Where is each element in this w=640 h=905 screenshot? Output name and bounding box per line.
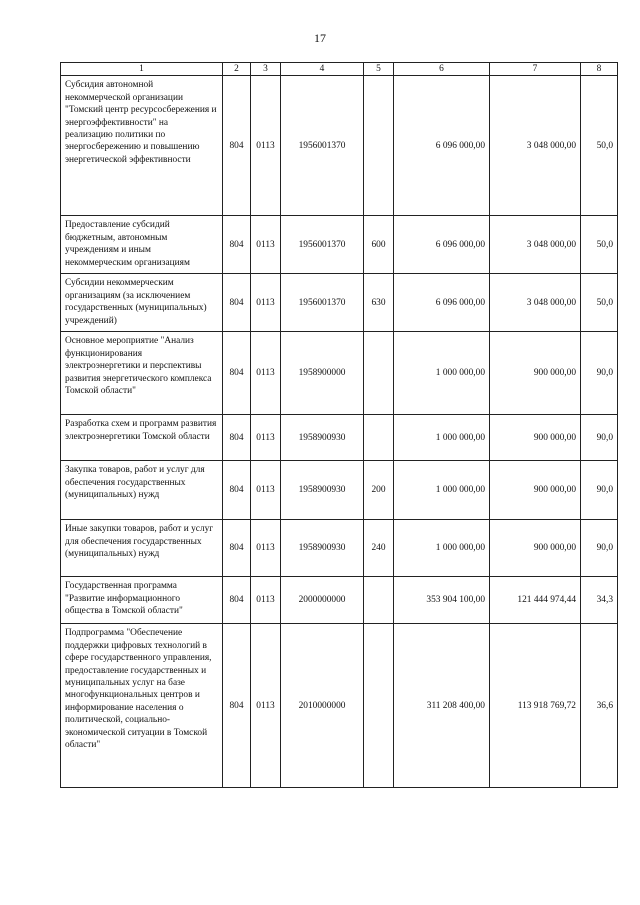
row-fact: 900 000,00: [490, 520, 581, 577]
row-csr: 1958900000: [281, 332, 364, 415]
row-plan: 6 096 000,00: [394, 274, 490, 332]
row-pct: 90,0: [581, 461, 618, 520]
row-name: Закупка товаров, работ и услуг для обеспечения государственных (муниципальных) нужд: [61, 461, 223, 520]
row-name: Иные закупки товаров, работ и услуг для обеспечения государственных (муниципальных) нужд: [61, 520, 223, 577]
row-csr: 1956001370: [281, 216, 364, 274]
row-section: 0113: [251, 520, 281, 577]
row-fact: 900 000,00: [490, 461, 581, 520]
row-fact: 113 918 769,72: [490, 624, 581, 788]
column-header: 1: [61, 63, 223, 76]
row-csr: 1958900930: [281, 415, 364, 461]
row-csr: 1958900930: [281, 461, 364, 520]
row-vr: 240: [364, 520, 394, 577]
row-fact: 900 000,00: [490, 332, 581, 415]
row-section: 0113: [251, 577, 281, 624]
row-csr: 1956001370: [281, 274, 364, 332]
row-pct: 90,0: [581, 520, 618, 577]
row-section: 0113: [251, 76, 281, 216]
row-fact: 900 000,00: [490, 415, 581, 461]
row-pct: 50,0: [581, 274, 618, 332]
row-section: 0113: [251, 461, 281, 520]
row-plan: 1 000 000,00: [394, 415, 490, 461]
column-header: 5: [364, 63, 394, 76]
row-pct: 34,3: [581, 577, 618, 624]
row-plan: 6 096 000,00: [394, 216, 490, 274]
table-row: [61, 216, 618, 274]
row-vr: 200: [364, 461, 394, 520]
table-row: [61, 332, 618, 415]
row-plan: 1 000 000,00: [394, 461, 490, 520]
row-vr: [364, 76, 394, 216]
row-grbs: 804: [223, 624, 251, 788]
row-plan: 353 904 100,00: [394, 577, 490, 624]
row-section: 0113: [251, 624, 281, 788]
row-grbs: 804: [223, 520, 251, 577]
row-vr: [364, 415, 394, 461]
row-name: Предоставление субсидий бюджетным, автономным учреждениям и иным некоммерческим организациям: [61, 216, 223, 274]
row-grbs: 804: [223, 577, 251, 624]
row-section: 0113: [251, 274, 281, 332]
column-header: 2: [223, 63, 251, 76]
table-row: [61, 520, 618, 577]
budget-table: [60, 62, 618, 788]
column-header: 7: [490, 63, 581, 76]
row-pct: 50,0: [581, 76, 618, 216]
row-csr: 1958900930: [281, 520, 364, 577]
row-plan: 1 000 000,00: [394, 332, 490, 415]
row-name: Основное мероприятие "Анализ функционирования электроэнергетики и перспективы развития энергетического комплекса Томской области": [61, 332, 223, 415]
page-number: 17: [314, 31, 326, 45]
row-name: Субсидии некоммерческим организациям (за исключением государственных (муниципальных) учреждений): [61, 274, 223, 332]
column-header: 4: [281, 63, 364, 76]
row-fact: 3 048 000,00: [490, 216, 581, 274]
row-vr: 600: [364, 216, 394, 274]
column-header: 8: [581, 63, 618, 76]
column-header: 6: [394, 63, 490, 76]
row-fact: 3 048 000,00: [490, 76, 581, 216]
row-vr: [364, 624, 394, 788]
column-header: 3: [251, 63, 281, 76]
row-vr: [364, 332, 394, 415]
table-row: [61, 624, 618, 788]
header-row: [61, 63, 618, 76]
row-csr: 2010000000: [281, 624, 364, 788]
row-section: 0113: [251, 332, 281, 415]
table-row: [61, 415, 618, 461]
table-row: [61, 461, 618, 520]
row-name: Государственная программа "Развитие информационного общества в Томской области": [61, 577, 223, 624]
row-pct: 90,0: [581, 415, 618, 461]
table-row: [61, 76, 618, 216]
row-vr: 630: [364, 274, 394, 332]
table-row: [61, 577, 618, 624]
row-grbs: 804: [223, 332, 251, 415]
row-grbs: 804: [223, 76, 251, 216]
row-fact: 3 048 000,00: [490, 274, 581, 332]
row-name: Субсидия автономной некоммерческой организации "Томский центр ресурсосбережения и энергоэффективности" на реализацию политики по энергосбережению и повышению энергетической эффективности: [61, 76, 223, 216]
row-grbs: 804: [223, 216, 251, 274]
row-name: Подпрограмма "Обеспечение поддержки цифровых технологий в сфере государственного управления, предоставление государственных и муниципальных услуг на базе многофункциональных центров и информирование населения о политической, социально-экономической ситуации в Томской области": [61, 624, 223, 788]
row-plan: 1 000 000,00: [394, 520, 490, 577]
row-vr: [364, 577, 394, 624]
row-csr: 2000000000: [281, 577, 364, 624]
row-pct: 90,0: [581, 332, 618, 415]
row-grbs: 804: [223, 415, 251, 461]
row-section: 0113: [251, 415, 281, 461]
row-plan: 311 208 400,00: [394, 624, 490, 788]
row-grbs: 804: [223, 274, 251, 332]
row-name: Разработка схем и программ развития электроэнергетики Томской области: [61, 415, 223, 461]
row-csr: 1956001370: [281, 76, 364, 216]
row-fact: 121 444 974,44: [490, 577, 581, 624]
row-section: 0113: [251, 216, 281, 274]
row-grbs: 804: [223, 461, 251, 520]
row-pct: 36,6: [581, 624, 618, 788]
row-plan: 6 096 000,00: [394, 76, 490, 216]
table-row: [61, 274, 618, 332]
row-pct: 50,0: [581, 216, 618, 274]
